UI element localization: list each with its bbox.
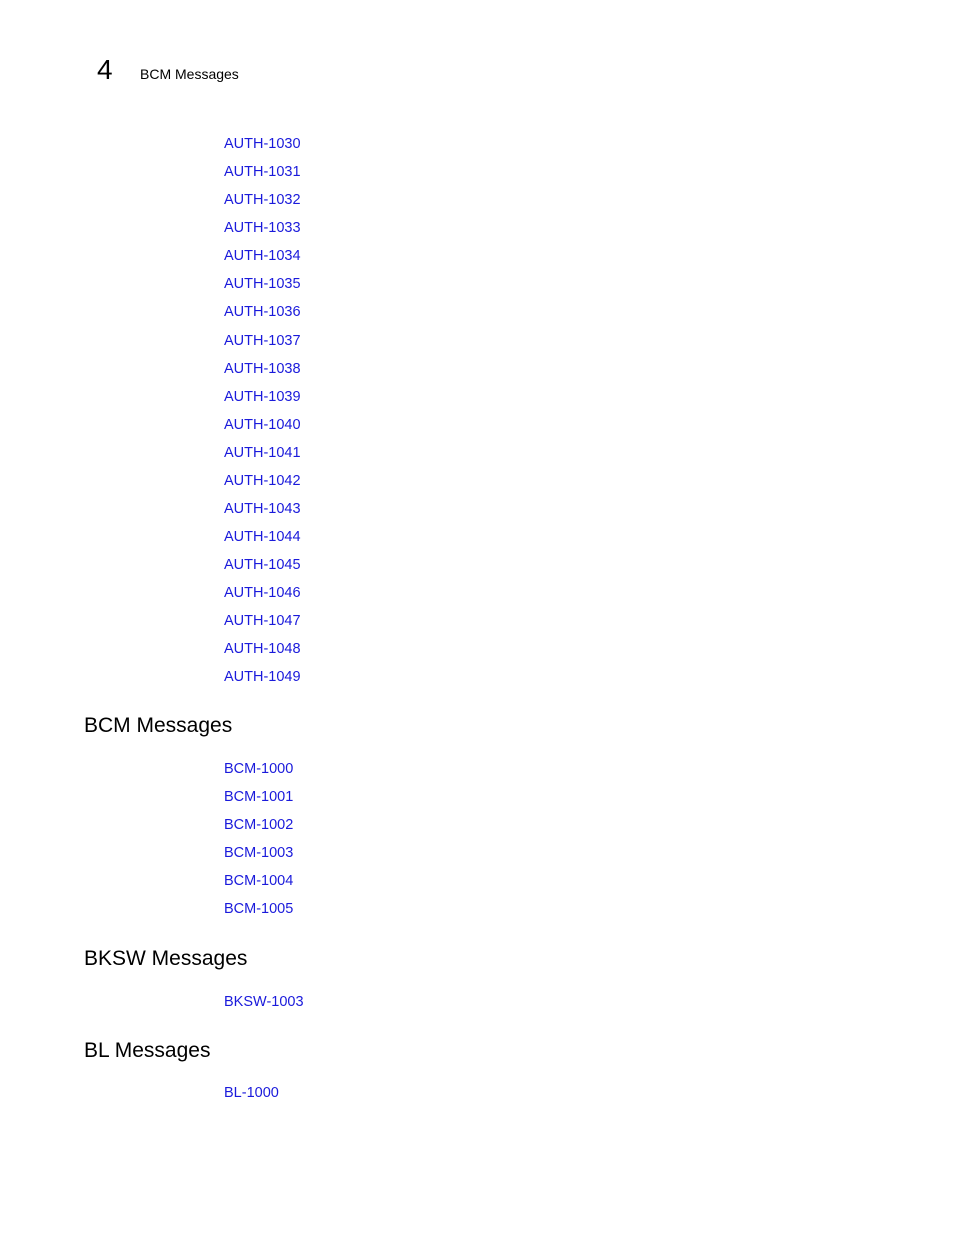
chapter-number: 4 (97, 54, 113, 85)
list-item (224, 584, 301, 612)
auth-message-link[interactable]: AUTH-1038 (224, 360, 301, 377)
list-item (224, 788, 293, 816)
auth-message-link[interactable]: AUTH-1030 (224, 136, 301, 152)
list-item (224, 332, 301, 360)
list-item (224, 640, 301, 668)
page-header (0, 0, 954, 100)
list-item (224, 612, 301, 640)
bcm-message-list (224, 760, 293, 928)
list-item (224, 135, 301, 163)
list-item (224, 360, 301, 388)
bksw-message-list (224, 993, 304, 1021)
list-item (224, 900, 293, 928)
auth-message-link[interactable]: AUTH-1043 (224, 501, 301, 518)
list-item (224, 844, 293, 872)
auth-message-link[interactable]: AUTH-1036 (224, 304, 301, 321)
auth-message-link[interactable]: AUTH-1035 (224, 276, 301, 293)
list-item (224, 668, 301, 696)
list-item (224, 303, 301, 331)
bcm-message-link[interactable]: BCM-1002 (224, 817, 294, 834)
auth-message-link[interactable]: AUTH-1044 (224, 529, 301, 546)
auth-message-link[interactable]: AUTH-1031 (224, 164, 301, 181)
list-item (224, 416, 301, 444)
bl-section-heading: BL Messages (84, 1039, 211, 1062)
auth-message-link[interactable]: AUTH-1032 (224, 192, 301, 209)
list-item (224, 500, 301, 528)
bl-message-link[interactable]: BL-1000 (224, 1085, 279, 1101)
list-item (224, 247, 301, 275)
bl-message-list (224, 1084, 279, 1112)
list-item (224, 872, 293, 900)
list-item (224, 388, 301, 416)
auth-message-link[interactable]: AUTH-1045 (224, 557, 301, 574)
auth-message-link[interactable]: AUTH-1049 (224, 669, 301, 686)
list-item (224, 528, 301, 556)
list-item (224, 556, 301, 584)
auth-message-link[interactable]: AUTH-1048 (224, 641, 301, 658)
list-item (224, 275, 301, 303)
auth-message-link[interactable]: AUTH-1037 (224, 332, 301, 349)
list-item (224, 760, 293, 788)
auth-message-link[interactable]: AUTH-1039 (224, 388, 301, 405)
auth-message-link[interactable]: AUTH-1034 (224, 248, 301, 265)
bcm-message-link[interactable]: BCM-1000 (224, 761, 294, 777)
auth-message-link[interactable]: AUTH-1042 (224, 472, 301, 489)
auth-message-link[interactable]: AUTH-1033 (224, 220, 301, 237)
list-item (224, 444, 301, 472)
list-item (224, 219, 301, 247)
auth-message-link[interactable]: AUTH-1041 (224, 444, 301, 461)
bksw-message-link[interactable]: BKSW-1003 (224, 994, 304, 1010)
bcm-message-link[interactable]: BCM-1005 (224, 901, 294, 918)
list-item (224, 993, 304, 1021)
auth-message-list (224, 135, 301, 697)
list-item (224, 1084, 279, 1112)
bcm-message-link[interactable]: BCM-1003 (224, 845, 294, 862)
list-item (224, 191, 301, 219)
auth-message-link[interactable]: AUTH-1046 (224, 585, 301, 602)
auth-message-link[interactable]: AUTH-1047 (224, 613, 301, 630)
list-item (224, 816, 293, 844)
running-header-title: BCM Messages (140, 66, 239, 82)
bksw-section-heading: BKSW Messages (84, 947, 248, 970)
list-item (224, 163, 301, 191)
bcm-message-link[interactable]: BCM-1001 (224, 789, 294, 806)
auth-message-link[interactable]: AUTH-1040 (224, 416, 301, 433)
bcm-message-link[interactable]: BCM-1004 (224, 873, 294, 890)
bcm-section-heading: BCM Messages (84, 714, 233, 737)
list-item (224, 472, 301, 500)
